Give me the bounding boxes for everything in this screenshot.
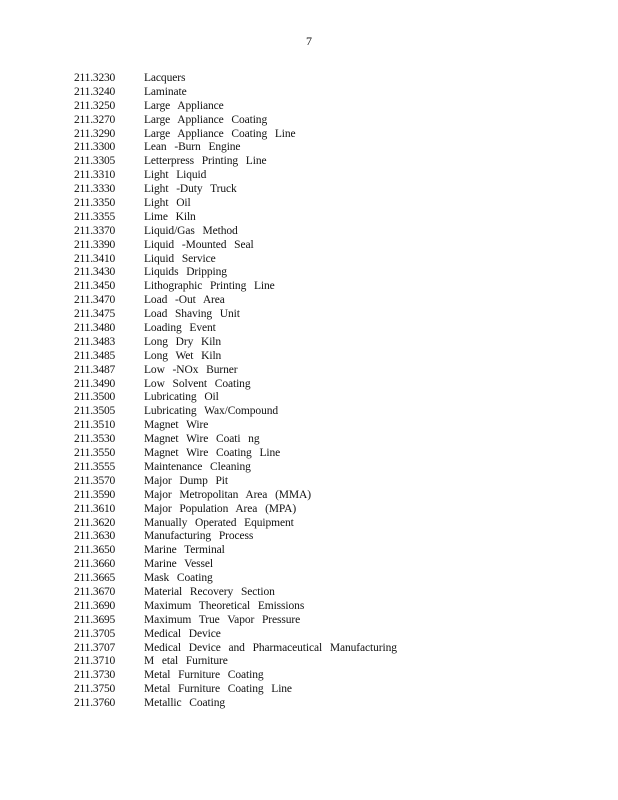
index-entry bbox=[74, 683, 397, 697]
index-entry bbox=[74, 322, 397, 336]
index-entry bbox=[74, 600, 397, 614]
index-entry bbox=[74, 447, 397, 461]
defined-term: Load -Out Area bbox=[144, 294, 225, 307]
section-number: 211.3490 bbox=[74, 377, 116, 390]
section-number: 211.3390 bbox=[74, 238, 116, 251]
index-entry bbox=[74, 655, 397, 669]
section-number: 211.3483 bbox=[74, 335, 116, 348]
index-entry bbox=[74, 489, 397, 503]
section-number: 211.3730 bbox=[74, 669, 116, 682]
defined-term: Low -NOx Burner bbox=[144, 363, 238, 376]
section-number: 211.3570 bbox=[74, 474, 116, 487]
defined-term: Light -Duty Truck bbox=[144, 183, 237, 196]
defined-term: Long Wet Kiln bbox=[144, 349, 222, 362]
index-entry bbox=[74, 572, 397, 586]
section-number: 211.3350 bbox=[74, 197, 116, 210]
defined-term: Liquids Dripping bbox=[144, 266, 227, 279]
index-entry bbox=[74, 72, 397, 86]
index-entry bbox=[74, 183, 397, 197]
section-number: 211.3707 bbox=[74, 641, 116, 654]
index-entry bbox=[74, 530, 397, 544]
section-number: 211.3240 bbox=[74, 85, 116, 98]
section-number: 211.3355 bbox=[74, 210, 116, 223]
section-number: 211.3620 bbox=[74, 516, 116, 529]
section-number: 211.3485 bbox=[74, 349, 116, 362]
index-entry bbox=[74, 225, 397, 239]
defined-term: Maintenance Cleaning bbox=[144, 460, 251, 473]
section-number: 211.3555 bbox=[74, 460, 116, 473]
section-number: 211.3487 bbox=[74, 363, 116, 376]
section-number: 211.3710 bbox=[74, 655, 116, 668]
defined-term: Marine Terminal bbox=[144, 544, 225, 557]
index-entry bbox=[74, 128, 397, 142]
index-entry bbox=[74, 86, 397, 100]
section-number: 211.3270 bbox=[74, 113, 116, 126]
defined-term: Maximum True Vapor Pressure bbox=[144, 613, 301, 626]
section-number: 211.3330 bbox=[74, 183, 116, 196]
defined-term: Metallic Coating bbox=[144, 697, 226, 710]
defined-term: Large Appliance Coating bbox=[144, 113, 268, 126]
section-number: 211.3230 bbox=[74, 72, 116, 84]
definition-index-list bbox=[74, 72, 397, 711]
index-entry bbox=[74, 169, 397, 183]
index-entry bbox=[74, 197, 397, 211]
defined-term: Maximum Theoretical Emissions bbox=[144, 599, 305, 612]
defined-term: Magnet Wire bbox=[144, 419, 209, 432]
section-number: 211.3650 bbox=[74, 544, 116, 557]
defined-term: Laminate bbox=[144, 85, 187, 98]
defined-term: Loading Event bbox=[144, 322, 216, 335]
defined-term: Marine Vessel bbox=[144, 558, 213, 571]
section-number: 211.3475 bbox=[74, 308, 116, 321]
section-number: 211.3530 bbox=[74, 433, 116, 446]
defined-term: Major Metropolitan Area (MMA) bbox=[144, 488, 311, 501]
section-number: 211.3505 bbox=[74, 405, 116, 418]
index-entry bbox=[74, 503, 397, 517]
defined-term: Manufacturing Process bbox=[144, 530, 254, 543]
defined-term: Lubricating Wax/Compound bbox=[144, 405, 279, 418]
defined-term: Letterpress Printing Line bbox=[144, 155, 267, 168]
index-entry bbox=[74, 100, 397, 114]
section-number: 211.3630 bbox=[74, 530, 116, 543]
index-entry bbox=[74, 475, 397, 489]
index-entry bbox=[74, 558, 397, 572]
section-number: 211.3480 bbox=[74, 322, 116, 335]
section-number: 211.3695 bbox=[74, 613, 116, 626]
defined-term: Light Liquid bbox=[144, 169, 207, 182]
section-number: 211.3500 bbox=[74, 391, 116, 404]
index-entry bbox=[74, 544, 397, 558]
section-number: 211.3590 bbox=[74, 488, 116, 501]
section-number: 211.3290 bbox=[74, 127, 116, 140]
defined-term: Magnet Wire Coati ng bbox=[144, 433, 260, 446]
index-entry bbox=[74, 419, 397, 433]
section-number: 211.3300 bbox=[74, 141, 116, 154]
section-number: 211.3510 bbox=[74, 419, 116, 432]
index-entry bbox=[74, 280, 397, 294]
defined-term: Long Dry Kiln bbox=[144, 335, 222, 348]
section-number: 211.3750 bbox=[74, 683, 116, 696]
index-entry bbox=[74, 336, 397, 350]
section-number: 211.3660 bbox=[74, 558, 116, 571]
index-entry bbox=[74, 586, 397, 600]
defined-term: Magnet Wire Coating Line bbox=[144, 447, 281, 460]
section-number: 211.3450 bbox=[74, 280, 116, 293]
defined-term: Low Solvent Coating bbox=[144, 377, 251, 390]
defined-term: Light Oil bbox=[144, 197, 191, 210]
defined-term: Lean -Burn Engine bbox=[144, 141, 241, 154]
section-number: 211.3550 bbox=[74, 447, 116, 460]
defined-term: Lacquers bbox=[144, 72, 186, 84]
index-entry bbox=[74, 669, 397, 683]
index-entry bbox=[74, 266, 397, 280]
index-entry bbox=[74, 294, 397, 308]
defined-term: Metal Furniture Coating bbox=[144, 669, 264, 682]
index-entry bbox=[74, 308, 397, 322]
index-entry bbox=[74, 350, 397, 364]
defined-term: Manually Operated Equipment bbox=[144, 516, 294, 529]
defined-term: Major Population Area (MPA) bbox=[144, 502, 297, 515]
defined-term: Large Appliance bbox=[144, 99, 224, 112]
index-entry bbox=[74, 211, 397, 225]
defined-term: Metal Furniture Coating Line bbox=[144, 683, 292, 696]
index-entry bbox=[74, 155, 397, 169]
index-entry bbox=[74, 628, 397, 642]
section-number: 211.3665 bbox=[74, 572, 116, 585]
defined-term: Lubricating Oil bbox=[144, 391, 219, 404]
defined-term: Liquid/Gas Method bbox=[144, 224, 238, 237]
section-number: 211.3410 bbox=[74, 252, 116, 265]
index-entry bbox=[74, 378, 397, 392]
index-entry bbox=[74, 364, 397, 378]
index-entry bbox=[74, 433, 397, 447]
page-number: 7 bbox=[306, 34, 312, 48]
defined-term: Liquid Service bbox=[144, 252, 216, 265]
defined-term: Major Dump Pit bbox=[144, 474, 228, 487]
index-entry bbox=[74, 114, 397, 128]
section-number: 211.3310 bbox=[74, 169, 116, 182]
section-number: 211.3705 bbox=[74, 627, 116, 640]
defined-term: Material Recovery Section bbox=[144, 585, 275, 598]
section-number: 211.3430 bbox=[74, 266, 116, 279]
section-number: 211.3470 bbox=[74, 294, 116, 307]
index-entry bbox=[74, 391, 397, 405]
section-number: 211.3760 bbox=[74, 697, 116, 710]
section-number: 211.3305 bbox=[74, 155, 116, 168]
section-number: 211.3690 bbox=[74, 599, 116, 612]
index-entry bbox=[74, 405, 397, 419]
defined-term: Load Shaving Unit bbox=[144, 308, 240, 321]
index-entry bbox=[74, 141, 397, 155]
defined-term: M etal Furniture bbox=[144, 655, 228, 668]
index-entry bbox=[74, 461, 397, 475]
index-entry bbox=[74, 253, 397, 267]
section-number: 211.3250 bbox=[74, 99, 116, 112]
index-entry bbox=[74, 517, 397, 531]
defined-term: Medical Device and Pharmaceutical Manufacturing bbox=[144, 641, 397, 654]
index-entry bbox=[74, 642, 397, 656]
section-number: 211.3670 bbox=[74, 585, 116, 598]
section-number: 211.3610 bbox=[74, 502, 116, 515]
index-entry bbox=[74, 614, 397, 628]
index-entry bbox=[74, 697, 397, 711]
section-number: 211.3370 bbox=[74, 224, 116, 237]
index-entry bbox=[74, 239, 397, 253]
defined-term: Lime Kiln bbox=[144, 210, 196, 223]
defined-term: Large Appliance Coating Line bbox=[144, 127, 296, 140]
defined-term: Medical Device bbox=[144, 627, 221, 640]
defined-term: Lithographic Printing Line bbox=[144, 280, 275, 293]
defined-term: Mask Coating bbox=[144, 572, 213, 585]
defined-term: Liquid -Mounted Seal bbox=[144, 238, 254, 251]
